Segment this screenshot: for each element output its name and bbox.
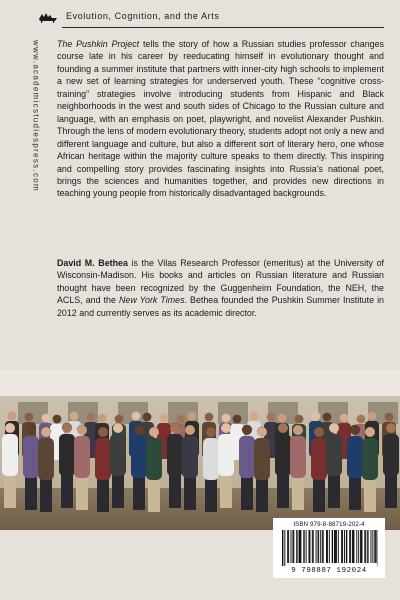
book-blurb (57, 38, 384, 200)
header-rule (62, 27, 384, 28)
barcode-digits: 9 798887 192024 (291, 567, 367, 575)
blurb-text: tells the story of how a Russian studies professor changes course late in his career by reeducating himself in evolutionary thought and founding a summer institute that partners with inner-city high schools to implement a new set of learning strategies for underserved youth. These “cognitive cross-training” strategies involve introducing students from Hispanic and Black neighborhoods in the west and south sides of Chicago to the Russian culture and language, with an emphasis on poet, playwright, and novelist Alexander Pushkin. Through the lens of modern evolutionary theory, students adopt not only a new and different language and culture, but also a different sort of literary hero, one whose African heritage within the majority culture speaks to them directly. This inspiring and compelling story provides fascinating insights into Russia’s national poet, brings the sciences and humanities together, and provides new directions in teaching young people from historically disadvantaged backgrounds. (57, 39, 384, 199)
barcode-icon (280, 530, 378, 566)
series-header (0, 0, 400, 28)
author-name: David M. Bethea (57, 258, 128, 268)
group-photo-image (0, 370, 400, 530)
publisher-logo-icon (37, 11, 59, 23)
isbn-label: ISBN 979-8-88719-202-4 (293, 521, 365, 528)
publisher-url[interactable] (29, 40, 43, 330)
bio-publication: New York Times (118, 295, 185, 306)
author-bio (57, 257, 384, 319)
book-title: The Pushkin Project (57, 39, 140, 49)
isbn-barcode-block (273, 518, 385, 578)
group-photo (0, 370, 400, 530)
bio-text-2: . Bethea founded the Pushkin Summer Institute in 2012 and currently serves as its academic director. (57, 295, 384, 318)
series-title: Evolution, Cognition, and the Arts (66, 11, 220, 21)
publisher-url-text: www.academicstudiespress.com (31, 40, 41, 192)
bio-text-1: is the Vilas Research Professor (emeritus) at the University of Wisconsin-Madison. His books and articles on Russian literature and Russian thought have been recognized by the Guggenheim Foundation, the NEH, the ACLS, and the (57, 258, 385, 306)
